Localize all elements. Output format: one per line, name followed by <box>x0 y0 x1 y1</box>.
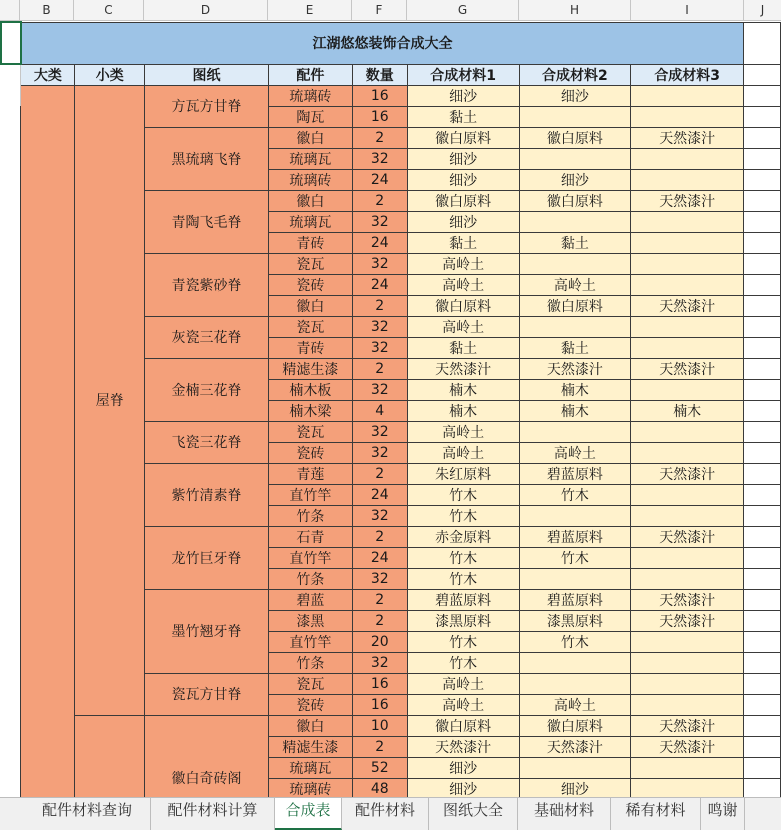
column-j-cell[interactable] <box>744 148 781 169</box>
row-header[interactable] <box>1 85 21 106</box>
column-j-cell[interactable] <box>744 631 781 652</box>
material3-cell[interactable] <box>631 232 744 253</box>
material2-cell[interactable] <box>519 211 631 232</box>
row-header[interactable] <box>1 547 21 568</box>
design-cell[interactable]: 黑琉璃飞脊 <box>145 127 269 190</box>
material1-cell[interactable]: 赤金原料 <box>407 526 519 547</box>
column-j-cell[interactable] <box>744 547 781 568</box>
material2-cell[interactable]: 漆黑原料 <box>519 610 631 631</box>
design-cell[interactable]: 徽白奇砖阁 <box>145 715 269 797</box>
row-header[interactable] <box>1 610 21 631</box>
row-header[interactable] <box>1 190 21 211</box>
material2-cell[interactable]: 高岭土 <box>519 442 631 463</box>
column-header-i[interactable]: I <box>631 0 744 20</box>
material1-cell[interactable]: 徽白原料 <box>407 127 519 148</box>
material3-cell[interactable] <box>631 253 744 274</box>
column-header-h[interactable]: H <box>519 0 631 20</box>
part-cell[interactable]: 青砖 <box>268 337 352 358</box>
part-cell[interactable]: 徽白 <box>268 295 352 316</box>
sheet-tab[interactable]: 配件材料计算 <box>151 798 275 830</box>
quantity-cell[interactable]: 24 <box>352 547 407 568</box>
quantity-cell[interactable]: 52 <box>352 757 407 778</box>
material3-cell[interactable]: 天然漆汁 <box>631 526 744 547</box>
row-header[interactable] <box>1 316 21 337</box>
quantity-cell[interactable]: 16 <box>352 106 407 127</box>
row-header[interactable] <box>1 652 21 673</box>
column-header-g[interactable]: G <box>407 0 519 20</box>
row-header[interactable] <box>1 463 21 484</box>
column-header-cell[interactable]: 图纸 <box>145 64 269 85</box>
column-header-j[interactable]: J <box>760 3 765 17</box>
part-cell[interactable]: 徽白 <box>268 190 352 211</box>
row-header[interactable] <box>1 589 21 610</box>
quantity-cell[interactable]: 2 <box>352 295 407 316</box>
material1-cell[interactable]: 高岭土 <box>407 316 519 337</box>
quantity-cell[interactable]: 32 <box>352 379 407 400</box>
part-cell[interactable]: 直竹竿 <box>268 631 352 652</box>
material2-cell[interactable] <box>519 106 631 127</box>
material2-cell[interactable]: 黏土 <box>519 337 631 358</box>
quantity-cell[interactable]: 20 <box>352 631 407 652</box>
material2-cell[interactable] <box>519 316 631 337</box>
material2-cell[interactable]: 天然漆汁 <box>519 358 631 379</box>
column-j-cell[interactable] <box>744 694 781 715</box>
design-cell[interactable]: 龙竹巨牙脊 <box>145 526 269 589</box>
column-j-cell[interactable] <box>744 610 781 631</box>
column-j-cell[interactable] <box>744 274 781 295</box>
material1-cell[interactable]: 高岭土 <box>407 253 519 274</box>
material3-cell[interactable] <box>631 673 744 694</box>
synthesis-table <box>0 21 781 797</box>
row-header[interactable] <box>1 106 21 127</box>
column-header-cell[interactable]: 数量 <box>352 64 407 85</box>
part-cell[interactable]: 竹条 <box>268 652 352 673</box>
design-cell[interactable]: 金楠三花脊 <box>145 358 269 421</box>
title-row <box>1 22 781 64</box>
material3-cell[interactable]: 天然漆汁 <box>631 463 744 484</box>
row-header[interactable] <box>1 505 21 526</box>
row-header[interactable] <box>1 211 21 232</box>
column-j-cell[interactable] <box>744 484 781 505</box>
quantity-cell[interactable]: 32 <box>352 211 407 232</box>
part-cell[interactable]: 陶瓦 <box>268 106 352 127</box>
column-j-cell[interactable] <box>744 358 781 379</box>
material3-cell[interactable] <box>631 169 744 190</box>
sub-category-cell[interactable] <box>75 715 145 797</box>
part-cell[interactable]: 瓷瓦 <box>268 253 352 274</box>
material2-cell[interactable]: 徽白原料 <box>519 127 631 148</box>
part-cell[interactable]: 楠木板 <box>268 379 352 400</box>
part-cell[interactable]: 徽白 <box>268 127 352 148</box>
quantity-cell[interactable]: 24 <box>352 274 407 295</box>
quantity-cell[interactable]: 32 <box>352 568 407 589</box>
column-header-d[interactable]: D <box>144 0 268 20</box>
column-j-cell[interactable] <box>744 442 781 463</box>
part-cell[interactable]: 青莲 <box>268 463 352 484</box>
column-header-cell[interactable]: 合成材料3 <box>631 64 744 85</box>
design-cell[interactable]: 飞瓷三花脊 <box>145 421 269 463</box>
material1-cell[interactable]: 细沙 <box>407 778 519 797</box>
material3-cell[interactable] <box>631 106 744 127</box>
column-header-cell[interactable]: 合成材料2 <box>519 64 631 85</box>
column-j-cell[interactable] <box>744 211 781 232</box>
material3-cell[interactable]: 天然漆汁 <box>631 358 744 379</box>
material2-cell[interactable] <box>519 652 631 673</box>
sheet-tab[interactable]: 鸣谢 <box>701 798 745 830</box>
material3-cell[interactable] <box>631 211 744 232</box>
quantity-cell[interactable]: 4 <box>352 400 407 421</box>
row-header[interactable] <box>1 526 21 547</box>
row-header[interactable] <box>1 778 21 797</box>
design-cell[interactable]: 灰瓷三花脊 <box>145 316 269 358</box>
material3-cell[interactable] <box>631 337 744 358</box>
material1-cell[interactable]: 徽白原料 <box>407 715 519 736</box>
material1-cell[interactable]: 细沙 <box>407 148 519 169</box>
quantity-cell[interactable]: 2 <box>352 610 407 631</box>
material1-cell[interactable]: 细沙 <box>407 757 519 778</box>
part-cell[interactable]: 琉璃瓦 <box>268 757 352 778</box>
part-cell[interactable]: 楠木梁 <box>268 400 352 421</box>
material2-cell[interactable]: 高岭土 <box>519 694 631 715</box>
part-cell[interactable]: 琉璃砖 <box>268 169 352 190</box>
column-header-cell[interactable]: 合成材料1 <box>407 64 519 85</box>
material3-cell[interactable]: 天然漆汁 <box>631 610 744 631</box>
material2-cell[interactable] <box>519 568 631 589</box>
material3-cell[interactable]: 天然漆汁 <box>631 736 744 757</box>
material2-cell[interactable]: 竹木 <box>519 547 631 568</box>
material1-cell[interactable]: 竹木 <box>407 547 519 568</box>
row-header[interactable] <box>1 169 21 190</box>
selected-cell[interactable] <box>1 22 21 64</box>
material1-cell[interactable]: 徽白原料 <box>407 295 519 316</box>
column-j-cell[interactable] <box>744 736 781 757</box>
row-header[interactable] <box>1 64 21 85</box>
part-cell[interactable]: 漆黑 <box>268 610 352 631</box>
part-cell[interactable]: 徽白 <box>268 715 352 736</box>
material3-cell[interactable] <box>631 442 744 463</box>
material3-cell[interactable] <box>631 148 744 169</box>
material1-cell[interactable]: 朱红原料 <box>407 463 519 484</box>
part-cell[interactable]: 石青 <box>268 526 352 547</box>
material3-cell[interactable] <box>631 652 744 673</box>
column-j-cell[interactable] <box>744 778 781 797</box>
material2-cell[interactable]: 竹木 <box>519 631 631 652</box>
design-cell[interactable]: 瓷瓦方甘脊 <box>145 673 269 715</box>
quantity-cell[interactable]: 32 <box>352 316 407 337</box>
material3-cell[interactable]: 天然漆汁 <box>631 127 744 148</box>
quantity-cell[interactable]: 2 <box>352 526 407 547</box>
part-cell[interactable]: 瓷砖 <box>268 694 352 715</box>
row-header[interactable] <box>1 631 21 652</box>
quantity-cell[interactable]: 48 <box>352 778 407 797</box>
column-j-cell[interactable] <box>744 22 781 64</box>
quantity-cell[interactable]: 24 <box>352 484 407 505</box>
material3-cell[interactable] <box>631 274 744 295</box>
quantity-cell[interactable]: 32 <box>352 337 407 358</box>
material1-cell[interactable]: 楠木 <box>407 379 519 400</box>
material2-cell[interactable]: 高岭土 <box>519 274 631 295</box>
material2-cell[interactable]: 碧蓝原料 <box>519 463 631 484</box>
quantity-cell[interactable]: 32 <box>352 421 407 442</box>
material3-cell[interactable]: 天然漆汁 <box>631 190 744 211</box>
column-j-cell[interactable] <box>744 169 781 190</box>
column-j-cell[interactable] <box>744 295 781 316</box>
quantity-cell[interactable]: 16 <box>352 694 407 715</box>
material1-cell[interactable]: 竹木 <box>407 568 519 589</box>
part-cell[interactable]: 瓷瓦 <box>268 316 352 337</box>
design-cell[interactable]: 青陶飞毛脊 <box>145 190 269 253</box>
quantity-cell[interactable]: 16 <box>352 85 407 106</box>
material1-cell[interactable]: 黏土 <box>407 106 519 127</box>
material3-cell[interactable] <box>631 631 744 652</box>
material3-cell[interactable] <box>631 547 744 568</box>
material3-cell[interactable]: 天然漆汁 <box>631 589 744 610</box>
part-cell[interactable]: 竹条 <box>268 568 352 589</box>
part-cell[interactable]: 琉璃砖 <box>268 85 352 106</box>
material2-cell[interactable]: 黏土 <box>519 232 631 253</box>
material2-cell[interactable]: 碧蓝原料 <box>519 526 631 547</box>
column-j-cell[interactable] <box>744 253 781 274</box>
spreadsheet-grid[interactable] <box>0 21 781 797</box>
quantity-cell[interactable]: 2 <box>352 463 407 484</box>
column-j-cell[interactable] <box>744 589 781 610</box>
quantity-cell[interactable]: 2 <box>352 190 407 211</box>
sheet-tab[interactable]: 稀有材料 <box>611 798 701 830</box>
column-header-e[interactable]: E <box>268 0 352 20</box>
part-cell[interactable]: 瓷砖 <box>268 274 352 295</box>
quantity-cell[interactable]: 2 <box>352 736 407 757</box>
big-category-cell[interactable] <box>21 85 75 797</box>
sheet-tab[interactable]: 配件材料 <box>342 798 429 830</box>
design-cell[interactable]: 紫竹清素脊 <box>145 463 269 526</box>
row-header[interactable] <box>1 253 21 274</box>
part-cell[interactable]: 琉璃瓦 <box>268 211 352 232</box>
material1-cell[interactable]: 天然漆汁 <box>407 358 519 379</box>
column-j-cell[interactable] <box>744 190 781 211</box>
quantity-cell[interactable]: 10 <box>352 715 407 736</box>
column-j-cell[interactable] <box>744 106 781 127</box>
column-header-cell[interactable]: 配件 <box>268 64 352 85</box>
table-row <box>1 715 781 736</box>
quantity-cell[interactable]: 32 <box>352 652 407 673</box>
quantity-cell[interactable]: 32 <box>352 505 407 526</box>
row-header[interactable] <box>1 484 21 505</box>
part-cell[interactable]: 瓷瓦 <box>268 673 352 694</box>
material1-cell[interactable]: 楠木 <box>407 400 519 421</box>
material2-cell[interactable]: 徽白原料 <box>519 190 631 211</box>
sub-category-cell[interactable]: 屋脊 <box>75 85 145 715</box>
quantity-cell[interactable]: 32 <box>352 148 407 169</box>
quantity-cell[interactable]: 24 <box>352 232 407 253</box>
material1-cell[interactable]: 高岭土 <box>407 442 519 463</box>
material3-cell[interactable]: 楠木 <box>631 400 744 421</box>
part-cell[interactable]: 直竹竿 <box>268 484 352 505</box>
column-header-bar <box>0 0 781 21</box>
material1-cell[interactable]: 细沙 <box>407 169 519 190</box>
material3-cell[interactable]: 天然漆汁 <box>631 295 744 316</box>
corner-cell[interactable] <box>0 0 20 20</box>
row-header[interactable] <box>1 148 21 169</box>
part-cell[interactable]: 琉璃砖 <box>268 778 352 797</box>
column-j-cell[interactable] <box>744 316 781 337</box>
material1-cell[interactable]: 细沙 <box>407 85 519 106</box>
row-header[interactable] <box>1 232 21 253</box>
row-header[interactable] <box>1 694 21 715</box>
material2-cell[interactable]: 徽白原料 <box>519 295 631 316</box>
column-header-cell[interactable]: 大类 <box>21 64 75 85</box>
row-header[interactable] <box>1 127 21 148</box>
sheet-tab[interactable]: 配件材料查询 <box>24 798 151 830</box>
row-header[interactable] <box>1 757 21 778</box>
material2-cell[interactable] <box>519 757 631 778</box>
row-header[interactable] <box>1 400 21 421</box>
sheet-tab[interactable]: 基础材料 <box>518 798 611 830</box>
material2-cell[interactable]: 细沙 <box>519 85 631 106</box>
sheet-tab[interactable]: 合成表 <box>275 798 342 830</box>
quantity-cell[interactable]: 32 <box>352 253 407 274</box>
material3-cell[interactable] <box>631 568 744 589</box>
row-header[interactable] <box>1 568 21 589</box>
material3-cell[interactable] <box>631 379 744 400</box>
row-header[interactable] <box>1 274 21 295</box>
row-header[interactable] <box>1 421 21 442</box>
material1-cell[interactable]: 竹木 <box>407 631 519 652</box>
quantity-cell[interactable]: 16 <box>352 673 407 694</box>
column-j-cell[interactable] <box>744 337 781 358</box>
row-header[interactable] <box>1 337 21 358</box>
quantity-cell[interactable]: 2 <box>352 127 407 148</box>
part-cell[interactable]: 精滤生漆 <box>268 358 352 379</box>
material2-cell[interactable]: 细沙 <box>519 778 631 797</box>
design-cell[interactable]: 方瓦方甘脊 <box>145 85 269 127</box>
quantity-cell[interactable]: 24 <box>352 169 407 190</box>
column-j-cell[interactable] <box>744 673 781 694</box>
material3-cell[interactable] <box>631 757 744 778</box>
sheet-tab-bar <box>0 797 781 830</box>
material1-cell[interactable]: 碧蓝原料 <box>407 589 519 610</box>
column-j-cell[interactable] <box>744 127 781 148</box>
material1-cell[interactable]: 黏土 <box>407 232 519 253</box>
material1-cell[interactable]: 徽白原料 <box>407 190 519 211</box>
row-header[interactable] <box>1 358 21 379</box>
quantity-cell[interactable]: 2 <box>352 589 407 610</box>
material2-cell[interactable] <box>519 148 631 169</box>
material1-cell[interactable]: 高岭土 <box>407 694 519 715</box>
part-cell[interactable]: 直竹竿 <box>268 547 352 568</box>
column-j-cell[interactable] <box>744 757 781 778</box>
quantity-cell[interactable]: 2 <box>352 358 407 379</box>
material3-cell[interactable] <box>631 316 744 337</box>
column-j-cell[interactable] <box>744 463 781 484</box>
column-j-cell[interactable] <box>744 85 781 106</box>
material1-cell[interactable]: 竹木 <box>407 652 519 673</box>
design-cell[interactable]: 墨竹翘牙脊 <box>145 589 269 673</box>
column-header-cell[interactable]: 小类 <box>75 64 145 85</box>
material1-cell[interactable]: 细沙 <box>407 211 519 232</box>
column-j-cell[interactable] <box>744 526 781 547</box>
material2-cell[interactable] <box>519 253 631 274</box>
material2-cell[interactable]: 天然漆汁 <box>519 736 631 757</box>
table-row <box>1 85 781 106</box>
column-j-cell[interactable] <box>744 505 781 526</box>
column-j-cell[interactable] <box>744 232 781 253</box>
material3-cell[interactable] <box>631 505 744 526</box>
material1-cell[interactable]: 高岭土 <box>407 274 519 295</box>
material2-cell[interactable]: 碧蓝原料 <box>519 589 631 610</box>
material2-cell[interactable]: 细沙 <box>519 169 631 190</box>
sheet-tab[interactable]: 图纸大全 <box>429 798 518 830</box>
material1-cell[interactable]: 竹木 <box>407 505 519 526</box>
material1-cell[interactable]: 高岭土 <box>407 673 519 694</box>
column-j-cell[interactable] <box>744 568 781 589</box>
column-j-cell[interactable] <box>744 64 781 85</box>
material3-cell[interactable] <box>631 778 744 797</box>
row-header[interactable] <box>1 736 21 757</box>
material2-cell[interactable]: 楠木 <box>519 379 631 400</box>
part-cell[interactable]: 青砖 <box>268 232 352 253</box>
part-cell[interactable]: 瓷砖 <box>268 442 352 463</box>
column-header-c[interactable]: C <box>74 0 144 20</box>
row-header[interactable] <box>1 442 21 463</box>
material1-cell[interactable]: 竹木 <box>407 484 519 505</box>
material1-cell[interactable]: 高岭土 <box>407 421 519 442</box>
material3-cell[interactable] <box>631 421 744 442</box>
quantity-cell[interactable]: 32 <box>352 442 407 463</box>
material3-cell[interactable] <box>631 694 744 715</box>
material2-cell[interactable] <box>519 673 631 694</box>
design-cell[interactable]: 青瓷紫砂脊 <box>145 253 269 316</box>
part-cell[interactable]: 琉璃瓦 <box>268 148 352 169</box>
column-j-cell[interactable] <box>744 421 781 442</box>
column-header-b[interactable]: B <box>20 0 74 20</box>
material2-cell[interactable]: 徽白原料 <box>519 715 631 736</box>
material3-cell[interactable] <box>631 484 744 505</box>
column-header-f[interactable]: F <box>352 0 407 20</box>
sheet-title[interactable]: 江湖悠悠装饰合成大全 <box>21 22 744 64</box>
column-j-cell[interactable] <box>744 652 781 673</box>
row-header[interactable] <box>1 673 21 694</box>
material1-cell[interactable]: 黏土 <box>407 337 519 358</box>
column-j-cell[interactable] <box>744 379 781 400</box>
material2-cell[interactable] <box>519 505 631 526</box>
header-row <box>1 64 781 85</box>
material1-cell[interactable]: 天然漆汁 <box>407 736 519 757</box>
column-j-cell[interactable] <box>744 715 781 736</box>
material2-cell[interactable]: 楠木 <box>519 400 631 421</box>
part-cell[interactable]: 碧蓝 <box>268 589 352 610</box>
material3-cell[interactable] <box>631 85 744 106</box>
material3-cell[interactable]: 天然漆汁 <box>631 715 744 736</box>
material2-cell[interactable]: 竹木 <box>519 484 631 505</box>
material2-cell[interactable] <box>519 421 631 442</box>
material1-cell[interactable]: 漆黑原料 <box>407 610 519 631</box>
part-cell[interactable]: 瓷瓦 <box>268 421 352 442</box>
row-header[interactable] <box>1 295 21 316</box>
row-header[interactable] <box>1 379 21 400</box>
part-cell[interactable]: 精滤生漆 <box>268 736 352 757</box>
part-cell[interactable]: 竹条 <box>268 505 352 526</box>
column-j-cell[interactable] <box>744 400 781 421</box>
row-header[interactable] <box>1 715 21 736</box>
